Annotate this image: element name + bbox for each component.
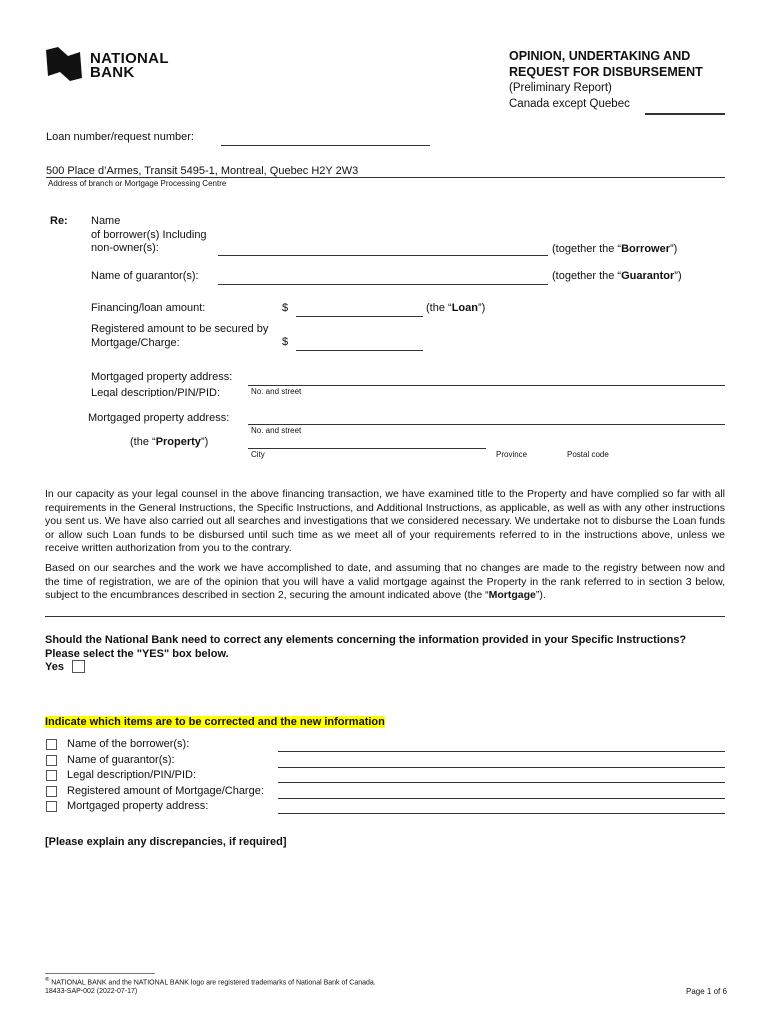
registered-amount-field[interactable] — [296, 350, 423, 351]
national-bank-logo-icon — [44, 46, 84, 82]
borrower-suffix-bold: Borrower — [621, 243, 670, 255]
item-checkbox-legal[interactable] — [46, 770, 57, 781]
yes-checkbox[interactable] — [72, 660, 85, 673]
loan-suffix-bold: Loan — [451, 302, 478, 314]
logo-text — [90, 52, 169, 80]
page-number: Page 1 of 6 — [686, 987, 727, 996]
property-post: ”) — [200, 436, 209, 448]
loan-suffix-post: ”) — [477, 302, 486, 314]
branch-address-caption: Address of branch or Mortgage Processing Centre — [48, 179, 227, 188]
item-field-borrower[interactable] — [278, 751, 725, 752]
registered-mark: ® — [45, 977, 50, 983]
item-label-borrower: Name of the borrower(s): — [67, 738, 190, 750]
yes-label: Yes — [45, 661, 64, 673]
loan-suffix — [426, 302, 485, 314]
borrower-suffix-pre: (together the “ — [552, 243, 622, 255]
title-line-2: REQUEST FOR DISBURSEMENT — [509, 65, 703, 79]
form-title — [509, 48, 703, 112]
financing-label: Financing/loan amount: — [91, 302, 206, 314]
registered-currency: $ — [282, 336, 289, 348]
item-label-legal: Legal description/PIN/PID: — [67, 769, 197, 781]
para2-bold: Mortgage — [488, 589, 536, 601]
item-field-legal[interactable] — [278, 782, 725, 783]
financing-amount-field[interactable] — [296, 316, 423, 317]
city-field[interactable] — [248, 448, 486, 449]
title-line-1: OPINION, UNDERTAKING AND — [509, 49, 691, 63]
paragraph-opinion — [45, 562, 725, 603]
borrower-label-line3: non-owner(s): — [91, 242, 159, 254]
paragraph-undertaking: In our capacity as your legal counsel in the above financing transaction, we have examined title to the Property and have complied so far with all requirements in the General Instructions, the Specific Instructions, and Additional Instructions, as applicable, as well as with any other instructions you sent us. We have also carried out all searches and investigations that we considered necessary. We undertake not to disburse the Loan funds or allow such Loan funds to be disbursed until such time as we meet all of your requirements referred to in the instructions above, unless we receive written authorization from you to the contrary. — [45, 488, 725, 554]
correction-question-line1: Should the National Bank need to correct any elements concerning the information provided in your Specific Instructions? — [45, 634, 687, 646]
item-checkbox-address[interactable] — [46, 801, 57, 812]
property-address-field-2[interactable] — [248, 424, 725, 425]
postal-code-caption: Postal code — [567, 450, 609, 459]
property-defined — [130, 436, 208, 448]
property-pre: (the “ — [130, 436, 156, 448]
explain-text-area[interactable] — [45, 852, 725, 967]
registered-label-line2: Mortgage/Charge: — [91, 337, 180, 349]
property-address-label-1: Mortgaged property address: — [91, 371, 233, 383]
branch-address: 500 Place d’Armes, Transit 5495-1, Montreal, Quebec H2Y 2W3 — [46, 165, 359, 177]
form-id: 18433-SAP-002 (2022-07-17) — [45, 988, 138, 995]
legal-description-label: Legal description/PIN/PID: — [91, 387, 221, 397]
para2-post: ”). — [535, 589, 546, 601]
borrower-label — [91, 215, 207, 256]
financing-currency: $ — [282, 302, 289, 314]
item-label-registered: Registered amount of Mortgage/Charge: — [67, 785, 264, 797]
guarantor-suffix — [552, 270, 682, 282]
no-street-caption-2: No. and street — [251, 426, 302, 435]
item-field-address[interactable] — [278, 813, 725, 814]
trademark-text: NATIONAL BANK and the NATIONAL BANK logo are registered trademarks of National Bank of Canada. — [51, 979, 376, 987]
branch-address-line — [46, 177, 725, 178]
borrower-label-line1: Name — [91, 215, 121, 227]
item-field-registered[interactable] — [278, 798, 725, 799]
correction-highlight — [45, 716, 385, 728]
city-caption: City — [251, 450, 265, 459]
borrower-suffix-post: ”) — [670, 243, 678, 255]
guarantor-suffix-post: ”) — [674, 270, 682, 282]
item-checkbox-borrower[interactable] — [46, 739, 57, 750]
province-caption: Province — [496, 450, 528, 459]
logo-line-national: NATIONAL — [90, 50, 169, 67]
para2-pre: Based on our searches and the work we have accomplished to date, and assuming that no changes are made to the registry between now and the time of registration, we are of the opinion that you will have a valid mortgage against the Property in the rank referred to in section 3 below, subject to the encumbrances described in section 2, securing the amount indicated above (the “ — [45, 562, 725, 601]
loan-suffix-pre: (the “ — [426, 302, 452, 314]
item-label-address: Mortgaged property address: — [67, 800, 209, 812]
title-underline — [645, 113, 725, 115]
guarantor-label: Name of guarantor(s): — [91, 270, 199, 282]
footer-divider — [45, 973, 155, 974]
property-address-label-2: Mortgaged property address: — [88, 412, 230, 424]
subtitle-line-1: (Preliminary Report) — [509, 82, 612, 94]
footer-trademark — [45, 977, 376, 986]
correction-question-line2: Please select the "YES" box below. — [45, 647, 229, 660]
guarantor-field[interactable] — [218, 284, 548, 285]
loan-number-label: Loan number/request number: — [46, 131, 194, 143]
registered-amount-label — [91, 322, 268, 350]
loan-number-field[interactable] — [221, 145, 430, 146]
borrower-label-line2: of borrower(s) Including — [91, 228, 207, 241]
section-divider — [45, 616, 725, 617]
subtitle-line-2: Canada except Quebec — [509, 98, 630, 110]
guarantor-suffix-pre: (together the “ — [552, 270, 622, 282]
borrower-suffix — [552, 243, 677, 255]
logo-line-bank: BANK — [90, 64, 135, 81]
correction-question — [45, 634, 686, 661]
no-street-caption-1: No. and street — [251, 387, 302, 396]
explain-discrepancies: [Please explain any discrepancies, if required] — [45, 836, 287, 848]
borrower-field[interactable] — [218, 255, 548, 256]
registered-label-line1: Registered amount to be secured by — [91, 323, 269, 335]
item-field-guarantor[interactable] — [278, 767, 725, 768]
item-checkbox-guarantor[interactable] — [46, 755, 57, 766]
property-address-field-1[interactable] — [248, 385, 725, 386]
item-checkbox-registered[interactable] — [46, 786, 57, 797]
item-label-guarantor: Name of guarantor(s): — [67, 754, 175, 766]
property-bold: Property — [155, 436, 201, 448]
guarantor-suffix-bold: Guarantor — [621, 270, 675, 282]
re-label: Re: — [50, 215, 68, 227]
highlight-text: Indicate which items are to be corrected and the new information — [45, 716, 385, 728]
